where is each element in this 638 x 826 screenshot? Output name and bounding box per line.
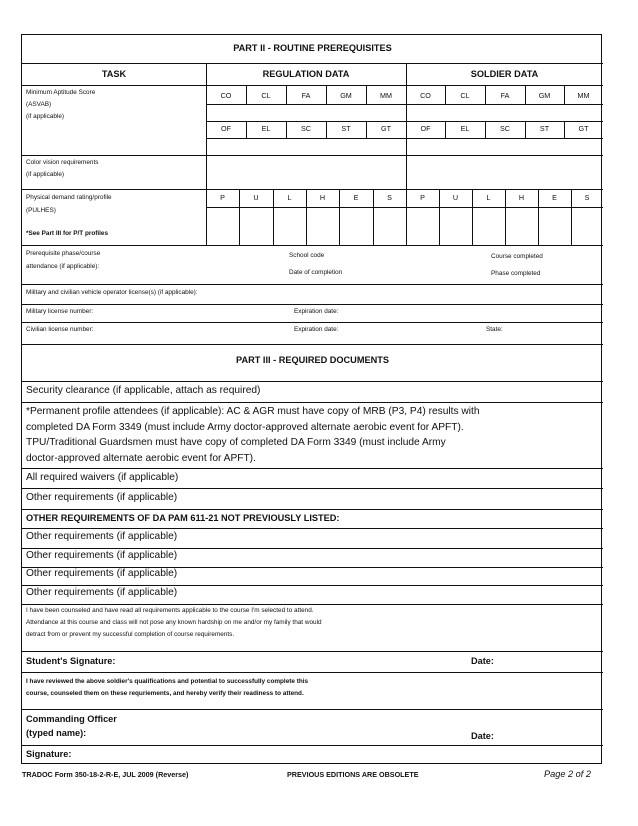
regulation-pulhes-s: S bbox=[387, 193, 392, 202]
regulation-pulhes-u: U bbox=[253, 193, 259, 202]
permanent-profile-text: *Permanent profile attendees (if applicable): AC & AGR must have copy of MRB (P3, P4) results with bbox=[26, 406, 480, 417]
part3-title: PART III - REQUIRED DOCUMENTS bbox=[236, 355, 389, 365]
obsolete-notice: PREVIOUS EDITIONS ARE OBSOLETE bbox=[287, 770, 419, 779]
soldier-score-field-gt[interactable] bbox=[565, 139, 602, 154]
regulation-aptitude-sc: SC bbox=[301, 124, 311, 133]
security-divider bbox=[22, 402, 603, 403]
regulation-pulhes-l: L bbox=[287, 193, 292, 202]
regulation-score-field-el[interactable] bbox=[247, 139, 285, 154]
other-requirements-label-1: Other requirements (if applicable) bbox=[26, 531, 178, 542]
soldier-pulhes-field-l[interactable] bbox=[473, 208, 504, 244]
regulation-score-field-cl[interactable] bbox=[247, 105, 285, 120]
other-requirements-label-4: Other requirements (if applicable) bbox=[26, 587, 178, 598]
soldier-pulhes-field-h[interactable] bbox=[506, 208, 537, 244]
student-signature-label: Student's Signature: bbox=[26, 656, 116, 666]
other-req-divider bbox=[22, 509, 603, 510]
license-title-divider bbox=[22, 304, 603, 305]
waivers-divider bbox=[22, 488, 603, 489]
review-statement: course, counseled them on these requriements, and hereby verify their readiness to attend. bbox=[26, 690, 304, 697]
co-divider bbox=[22, 745, 603, 746]
color-vision-applicable: (if applicable) bbox=[26, 171, 65, 178]
soldier-score-field-gm[interactable] bbox=[526, 105, 563, 120]
student-sig-divider bbox=[22, 672, 603, 673]
part3-title-divider bbox=[22, 381, 603, 382]
soldier-aptitude-cl: CL bbox=[460, 91, 470, 100]
soldier-aptitude-sc: SC bbox=[500, 124, 510, 133]
regulation-pulhes-h: H bbox=[319, 193, 326, 202]
counseling-statement: Attendance at this course and class will not pose any known hardship on me and/or my family that would bbox=[26, 619, 322, 626]
co-signature-label: Signature: bbox=[26, 749, 72, 759]
required-waivers-label: All required waivers (if applicable) bbox=[26, 472, 179, 483]
prerequisite-attendance-label: attendance (if applicable): bbox=[26, 263, 100, 270]
part2-bottom bbox=[22, 344, 603, 345]
aptitude-label: Minimum Aptitude Score bbox=[26, 89, 96, 96]
regulation-aptitude-mm: MM bbox=[380, 91, 392, 100]
soldier-aptitude-gt: GT bbox=[578, 124, 589, 133]
counseling-statement: I have been counseled and have read all requirements applicable to the course I'm selected to attend. bbox=[26, 607, 314, 614]
civilian-expiration-field[interactable] bbox=[356, 324, 481, 338]
soldier-score-field-st[interactable] bbox=[526, 139, 563, 154]
military-license-divider bbox=[22, 322, 603, 323]
regulation-pulhes-field-p[interactable] bbox=[207, 208, 238, 244]
regulation-score-field-fa[interactable] bbox=[287, 105, 325, 120]
soldier-pulhes-field-e[interactable] bbox=[539, 208, 570, 244]
regulation-score-field-of[interactable] bbox=[207, 139, 245, 154]
regulation-aptitude-of: OF bbox=[221, 124, 231, 133]
regulation-data-header: REGULATION DATA bbox=[262, 69, 350, 79]
other-req-divider bbox=[22, 585, 603, 586]
commanding-officer-label: Commanding Officer bbox=[26, 714, 117, 724]
soldier-pulhes-field-s[interactable] bbox=[572, 208, 602, 244]
military-license-field[interactable] bbox=[111, 306, 291, 320]
soldier-pulhes-s: S bbox=[584, 193, 590, 202]
aptitude-bottom bbox=[22, 155, 603, 156]
regulation-score-field-gt[interactable] bbox=[367, 139, 405, 154]
soldier-score-field-mm[interactable] bbox=[565, 105, 602, 120]
counsel-divider bbox=[22, 651, 603, 652]
review-statement: I have reviewed the above soldier's qualifications and potential to successfully complete this bbox=[26, 678, 309, 685]
color-vision-label: Color vision requirements bbox=[26, 159, 99, 166]
civilian-expiration-label: Expiration date: bbox=[294, 326, 339, 333]
soldier-pulhes-p: P bbox=[420, 193, 425, 202]
regulation-aptitude-el: EL bbox=[261, 124, 271, 133]
soldier-data-header: SOLDIER DATA bbox=[470, 69, 539, 79]
aptitude-row2-top bbox=[206, 121, 603, 122]
soldier-score-field-co[interactable] bbox=[407, 105, 444, 120]
security-clearance-label: Security clearance (if applicable, attach as required) bbox=[26, 385, 261, 396]
soldier-aptitude-co: CO bbox=[420, 91, 431, 100]
regulation-score-field-gm[interactable] bbox=[327, 105, 365, 120]
soldier-score-field-fa[interactable] bbox=[486, 105, 524, 120]
other-requirements-label-2: Other requirements (if applicable) bbox=[26, 550, 178, 561]
military-expiration-field[interactable] bbox=[356, 306, 596, 320]
other-requirements-label-3: Other requirements (if applicable) bbox=[26, 568, 178, 579]
form-page bbox=[21, 34, 602, 764]
da-pam-requirements-title: OTHER REQUIREMENTS OF DA PAM 611-21 NOT PREVIOUSLY LISTED: bbox=[26, 513, 340, 523]
soldier-pulhes-field-p[interactable] bbox=[407, 208, 438, 244]
page-number: Page 2 of 2 bbox=[544, 769, 591, 779]
other-req-divider bbox=[22, 604, 603, 605]
other-req-divider bbox=[22, 548, 603, 549]
part2-title-divider bbox=[22, 63, 603, 64]
school-code-label: School code bbox=[289, 252, 325, 259]
soldier-aptitude-mm: MM bbox=[577, 91, 590, 100]
regulation-aptitude-fa: FA bbox=[301, 91, 311, 100]
co-date-field[interactable] bbox=[501, 728, 599, 742]
permanent-profile-text: TPU/Traditional Guardsmen must have copy of completed DA Form 3349 (must include Army bbox=[26, 437, 446, 448]
civilian-license-field[interactable] bbox=[111, 324, 291, 338]
regulation-pulhes-field-e[interactable] bbox=[340, 208, 372, 244]
co-typed-name-label: (typed name): bbox=[26, 728, 87, 738]
co-typed-name-field[interactable] bbox=[106, 726, 461, 740]
soldier-color-vision-field[interactable] bbox=[408, 157, 601, 187]
regulation-score-field-sc[interactable] bbox=[287, 139, 325, 154]
regulation-pulhes-p: P bbox=[220, 193, 225, 202]
soldier-pulhes-h: H bbox=[518, 193, 525, 202]
regulation-pulhes-field-u[interactable] bbox=[240, 208, 272, 244]
permanent-profile-text: doctor-approved alternate aerobic event for APFT). bbox=[26, 452, 256, 464]
task-header: TASK bbox=[101, 69, 127, 79]
soldier-score-field-of[interactable] bbox=[407, 139, 444, 154]
soldier-pulhes-l: L bbox=[486, 193, 491, 202]
soldier-aptitude-fa: FA bbox=[500, 91, 510, 100]
regulation-score-field-mm[interactable] bbox=[367, 105, 405, 120]
co-date-label: Date: bbox=[471, 731, 494, 741]
military-expiration-label: Expiration date: bbox=[294, 308, 339, 315]
regulation-color-vision-field[interactable] bbox=[208, 157, 404, 187]
prerequisite-bottom bbox=[22, 284, 603, 285]
soldier-score-field-el[interactable] bbox=[446, 139, 484, 154]
regulation-pulhes-e: E bbox=[353, 193, 359, 202]
pulhes-label: (PULHES) bbox=[26, 207, 56, 214]
physical-demand-label: Physical demand rating/profile bbox=[26, 194, 112, 201]
student-date-label: Date: bbox=[471, 656, 494, 666]
aptitude-label-applicable: (if applicable) bbox=[26, 113, 65, 120]
regulation-aptitude-gt: GT bbox=[381, 124, 391, 133]
soldier-aptitude-el: EL bbox=[460, 124, 470, 133]
soldier-score-field-sc[interactable] bbox=[486, 139, 524, 154]
soldier-pulhes-u: U bbox=[452, 193, 459, 202]
regulation-score-field-co[interactable] bbox=[207, 105, 245, 120]
form-number: TRADOC Form 350-18-2-R-E, JUL 2009 (Reverse) bbox=[22, 770, 189, 779]
regulation-pulhes-field-l[interactable] bbox=[274, 208, 305, 244]
review-divider bbox=[22, 709, 603, 710]
color-vision-bottom bbox=[22, 189, 603, 190]
permanent-profile-text: completed DA Form 3349 (must include Army doctor-approved alternate aerobic event for APFT). bbox=[26, 421, 464, 433]
part2-title: PART II - ROUTINE PREREQUISITES bbox=[233, 43, 392, 53]
regulation-aptitude-st: ST bbox=[341, 124, 351, 133]
course-completed-label: Course completed bbox=[491, 253, 543, 260]
co-signature-field[interactable] bbox=[91, 747, 596, 762]
soldier-aptitude-gm: GM bbox=[538, 91, 551, 100]
profile-divider bbox=[22, 468, 603, 469]
student-signature-field[interactable] bbox=[121, 653, 461, 667]
pam-divider bbox=[22, 528, 603, 529]
soldier-aptitude-st: ST bbox=[539, 124, 550, 133]
prerequisite-label: Prerequisite phase/course bbox=[26, 250, 101, 257]
state-field[interactable] bbox=[511, 324, 599, 338]
pt-profile-note: *See Part III for P/T profiles bbox=[26, 230, 109, 237]
soldier-aptitude-of: OF bbox=[420, 124, 431, 133]
phase-completed-label: Phase completed bbox=[491, 270, 541, 277]
soldier-score-field-cl[interactable] bbox=[446, 105, 484, 120]
header-divider bbox=[22, 85, 603, 86]
counseling-statement: detract from or prevent my successful completion of course requirements. bbox=[26, 631, 235, 638]
soldier-pulhes-field-u[interactable] bbox=[440, 208, 471, 244]
soldier-pulhes-e: E bbox=[552, 193, 557, 202]
aptitude-label-asvab: (ASVAB) bbox=[26, 101, 52, 108]
regulation-pulhes-field-h[interactable] bbox=[307, 208, 338, 244]
physical-bottom bbox=[22, 245, 603, 246]
state-label: State: bbox=[486, 326, 503, 333]
regulation-score-field-st[interactable] bbox=[327, 139, 365, 154]
student-date-field[interactable] bbox=[501, 653, 599, 667]
military-license-label: Military license number: bbox=[26, 308, 94, 315]
regulation-aptitude-gm: GM bbox=[340, 91, 352, 100]
license-title: Military and civilian vehicle operator license(s) (if applicable): bbox=[26, 289, 198, 296]
regulation-aptitude-co: CO bbox=[220, 91, 232, 100]
regulation-aptitude-cl: CL bbox=[261, 91, 271, 100]
date-of-completion-label: Date of completion bbox=[289, 269, 343, 276]
regulation-pulhes-field-s[interactable] bbox=[374, 208, 405, 244]
civilian-license-label: Civilian license number: bbox=[26, 326, 94, 333]
other-requirements-label: Other requirements (if applicable) bbox=[26, 492, 178, 503]
